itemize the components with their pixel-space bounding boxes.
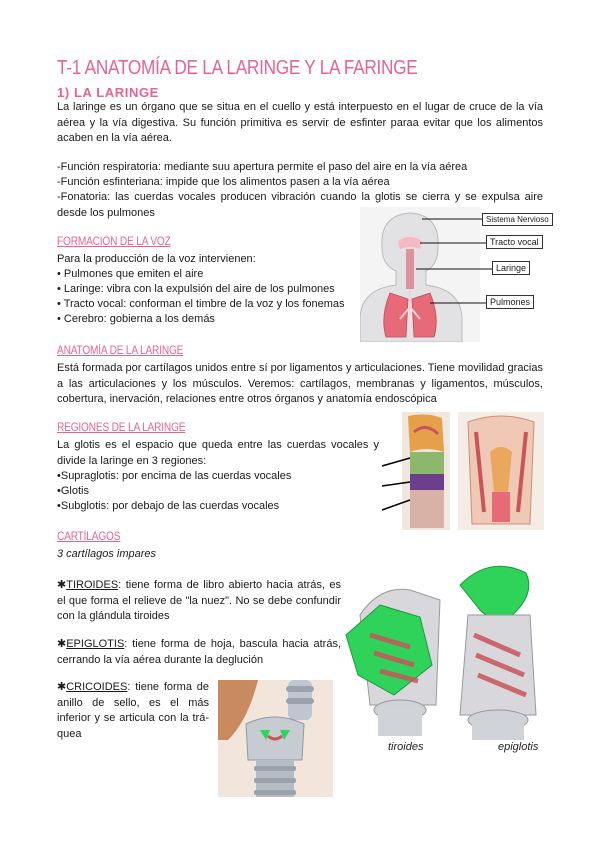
tiroides-description bbox=[57, 578, 341, 625]
tiroides-text: : tiene forma de libro abierto hacia atrás, es el que forma el relieve de "la nuez". No se debe confundir con la glándula tiroides bbox=[57, 579, 341, 622]
intro-paragraph: La laringe es un órgano que se situa en el cuello y está interpuesto en el lugar de cruce de la vía aérea y la vía digestiva. Su función primitiva es servir de esfinter paraa evitar que los alimentos acaben en la vía aérea. bbox=[57, 101, 543, 144]
section-heading-laringe: 1) LA LARINGE bbox=[57, 85, 159, 100]
regiones-paragraph: La glotis es el espacio que queda entre las cuerdas vocales y divide la laringe en 3 regiones: bbox=[57, 439, 379, 467]
function-respiratoria: -Función respiratoria: mediante suu apertura permite el paso del aire en la vía aérea bbox=[57, 161, 468, 173]
section-heading-voz: FORMACIÓN DE LA VOZ bbox=[57, 236, 171, 248]
function-fonatoria: -Fonatoria: las cuerdas vocales producen vibración cuando la glotis se cierra y se expulsa aire desde los pulmones bbox=[57, 191, 543, 219]
epiglotis-name: EPIGLOTIS bbox=[66, 638, 125, 650]
voice-production-diagram bbox=[360, 207, 549, 342]
anatomia-paragraph: Está formada por cartílagos unidos entre sí por ligamentos y articulaciones. Tiene movilidad gracias a las articulaciones y los músculos. Veremos: cartílagos, membranas y ligamentos, músculos, cobertura, inervación, relaciones entre otros órganos y anatomía endoscópica bbox=[57, 362, 543, 405]
region-glotis: •Glotis bbox=[57, 485, 89, 497]
larynx-regions-illustration bbox=[380, 412, 545, 532]
caption-epiglotis: epiglotis bbox=[498, 741, 539, 753]
region-supraglotis: •Supraglotis: por encima de las cuerdas vocales bbox=[57, 470, 292, 482]
caption-tiroides: tiroides bbox=[388, 741, 424, 753]
cartilage-illustrations bbox=[340, 555, 545, 740]
cricoides-illustration bbox=[218, 680, 333, 797]
cartilagos-subtitle: 3 cartílagos impares bbox=[57, 548, 157, 560]
larynx-section-drawing bbox=[380, 412, 545, 532]
label-laringe: Laringe bbox=[492, 261, 530, 275]
voz-item-cerebro: • Cerebro: gobierna a los demás bbox=[57, 313, 215, 325]
cricoid-drawing bbox=[218, 680, 333, 797]
page-title: T-1 ANATOMÍA DE LA LARINGE Y LA FARINGE bbox=[57, 57, 418, 79]
voz-item-laringe: • Laringe: vibra con la expulsión del aire de los pulmones bbox=[57, 283, 335, 295]
bullet-star-icon: ✱ bbox=[57, 579, 67, 591]
cricoides-text: : tiene forma de anillo de sello, es el más inferior y se articula con la trá-quea bbox=[57, 681, 209, 740]
cricoides-name: CRICOIDES bbox=[66, 681, 128, 693]
section-heading-anatomia: ANATOMÍA DE LA LARINGE bbox=[57, 345, 184, 357]
section-heading-regiones: REGIONES DE LA LARINGE bbox=[57, 422, 186, 434]
region-subglotis: •Subglotis: por debajo de las cuerdas vocales bbox=[57, 500, 280, 512]
tiroides-name: TIROIDES bbox=[66, 579, 119, 591]
function-esfinteriana: -Función esfinteriana: impide que los alimentos pasen a la vía aérea bbox=[57, 176, 390, 188]
epiglotis-text: : tiene forma de hoja, bascula hacia atrás, cerrando la vía aérea durante la deglución bbox=[57, 638, 341, 666]
section-heading-cartilagos: CARTÍLAGOS bbox=[57, 531, 121, 543]
bullet-star-icon: ✱ bbox=[57, 638, 67, 650]
voz-intro: Para la producción de la voz intervienen: bbox=[57, 253, 256, 265]
epiglotis-description bbox=[57, 637, 341, 668]
tiroides-epiglotis-drawing bbox=[340, 555, 545, 740]
label-sistema-nervioso: Sistema Nervioso bbox=[482, 213, 553, 226]
bullet-star-icon: ✱ bbox=[57, 681, 67, 693]
voz-item-tracto: • Tracto vocal: conforman el timbre de la voz y los fonemas bbox=[57, 298, 345, 310]
voz-item-pulmones: • Pulmones que emiten el aire bbox=[57, 268, 204, 280]
label-pulmones: Pulmones bbox=[486, 295, 534, 309]
label-tracto-vocal: Tracto vocal bbox=[486, 235, 543, 249]
cricoides-description bbox=[57, 680, 209, 742]
